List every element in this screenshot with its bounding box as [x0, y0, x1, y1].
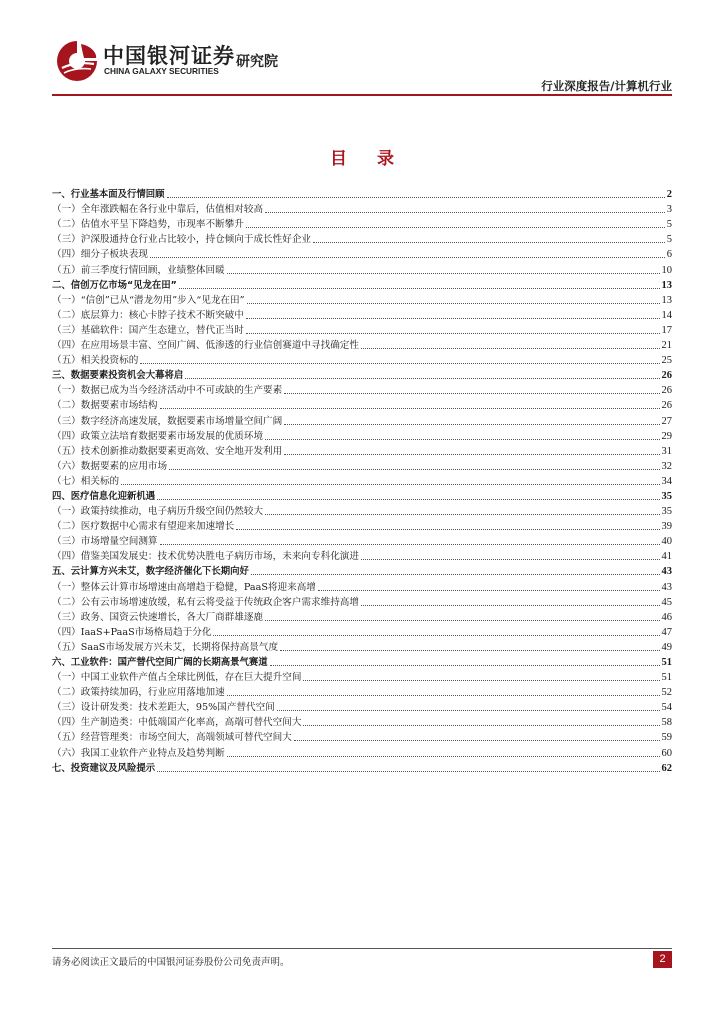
toc-entry-page: 62	[661, 762, 672, 774]
toc-leader-dots	[140, 362, 659, 364]
toc-section-entry[interactable]	[52, 186, 672, 201]
toc-leader-dots	[169, 468, 659, 470]
toc-entry-page: 13	[661, 294, 672, 306]
toc-subsection-entry[interactable]	[52, 337, 672, 352]
toc-entry-title: （二）数据要素市场结构	[52, 400, 158, 412]
toc-leader-dots	[265, 619, 659, 621]
toc-leader-dots	[160, 407, 660, 409]
toc-leader-dots	[157, 498, 659, 500]
toc-entry-title: （四）在应用场景丰富、空间广阔、低渗透的行业信创赛道中寻找确定性	[52, 340, 359, 352]
toc-entry-title: （三）沪深股通持仓行业占比较小，持仓倾向于成长性好企业	[52, 234, 312, 246]
page-title: 目 录	[330, 149, 406, 169]
toc-entry-page: 3	[666, 204, 672, 216]
toc-leader-dots	[294, 739, 660, 741]
toc-leader-dots	[246, 226, 665, 228]
toc-entry-page: 43	[661, 581, 672, 593]
toc-leader-dots	[303, 724, 659, 726]
toc-entry-page: 43	[661, 566, 672, 578]
toc-leader-dots	[179, 287, 660, 289]
toc-leader-dots	[150, 256, 665, 258]
toc-subsection-entry[interactable]	[52, 443, 672, 458]
toc-leader-dots	[236, 528, 659, 530]
toc-entry-title: （四）借鉴美国发展史：技术优势决胜电子病历市场，未来向专科化演进	[52, 551, 359, 563]
toc-leader-dots	[270, 664, 660, 666]
toc-subsection-entry[interactable]	[52, 518, 672, 533]
toc-subsection-entry[interactable]	[52, 307, 672, 322]
toc-entry-page: 51	[661, 657, 672, 668]
toc-subsection-entry[interactable]	[52, 201, 672, 216]
toc-section-entry[interactable]	[52, 277, 672, 292]
toc-entry-title: 三、数据要素投资机会大幕将启	[52, 370, 184, 382]
toc-entry-page: 54	[661, 702, 672, 714]
toc-entry-title: 四、医疗信息化迎新机遇	[52, 490, 156, 502]
toc-entry-page: 51	[661, 672, 672, 684]
header-divider	[52, 94, 672, 96]
toc-entry-title: 六、工业软件：国产替代空间广阔的长期高景气赛道	[52, 657, 268, 668]
toc-entry-page: 2	[666, 189, 672, 201]
toc-entry-title: （一）全年涨跌幅在各行业中靠后，估值相对较高	[52, 204, 264, 216]
toc-subsection-entry[interactable]	[52, 397, 672, 412]
toc-entry-title: （一）中国工业软件产值占全球比例低，存在巨大提升空间	[52, 672, 302, 684]
toc-entry-title: （四）政策立法培育数据要素市场发展的优质环境	[52, 430, 264, 442]
toc-leader-dots	[213, 634, 659, 636]
toc-leader-dots	[284, 392, 659, 394]
toc-leader-dots	[167, 196, 665, 198]
toc-entry-page: 14	[661, 309, 672, 321]
toc-subsection-entry[interactable]	[52, 412, 672, 427]
toc-entry-page: 59	[661, 732, 672, 744]
toc-entry-title: （四）生产制造类：中低端国产化率高，高端可替代空间大	[52, 717, 302, 729]
toc-leader-dots	[246, 317, 660, 319]
toc-entry-title: （四）细分子板块表现	[52, 249, 148, 261]
toc-leader-dots	[361, 347, 660, 349]
toc-entry-title: 七、投资建议及风险提示	[52, 762, 156, 774]
toc-subsection-entry[interactable]	[52, 533, 672, 548]
toc-subsection-entry[interactable]	[52, 261, 672, 276]
toc-entry-page: 13	[661, 279, 672, 291]
toc-leader-dots	[265, 513, 659, 515]
toc-entry-page: 41	[661, 551, 672, 563]
toc-leader-dots	[303, 679, 659, 681]
toc-section-entry[interactable]	[52, 654, 672, 669]
toc-entry-title: （三）市场增量空间测算	[52, 536, 158, 548]
toc-entry-page: 39	[661, 521, 672, 533]
toc-subsection-entry[interactable]	[52, 578, 672, 593]
toc-subsection-entry[interactable]	[52, 594, 672, 609]
toc-leader-dots	[247, 302, 660, 304]
toc-entry-page: 40	[661, 536, 672, 548]
logo-english-name: CHINA GALAXY SECURITIES	[104, 66, 219, 76]
toc-subsection-entry[interactable]	[52, 428, 672, 443]
toc-subsection-entry[interactable]	[52, 322, 672, 337]
toc-entry-title: （二）估值水平呈下降趋势，市现率不断攀升	[52, 219, 244, 231]
toc-entry-page: 26	[661, 400, 672, 412]
page-header	[0, 0, 724, 100]
toc-entry-page: 29	[661, 430, 672, 442]
toc-entry-page: 35	[661, 490, 672, 502]
toc-leader-dots	[227, 272, 660, 274]
toc-entry-title: （一）整体云计算市场增速由高增趋于稳健，PaaS将迎来高增	[52, 581, 316, 593]
toc-entry-page: 46	[661, 611, 672, 623]
toc-entry-page: 52	[661, 687, 672, 699]
toc-subsection-entry[interactable]	[52, 729, 672, 744]
toc-entry-page: 5	[666, 234, 672, 246]
toc-entry-title: （六）我国工业软件产业特点及趋势判断	[52, 747, 225, 759]
toc-leader-dots	[265, 211, 665, 213]
toc-entry-page: 45	[661, 596, 672, 608]
toc-leader-dots	[157, 770, 659, 772]
toc-subsection-entry[interactable]	[52, 382, 672, 397]
toc-leader-dots	[361, 558, 660, 560]
toc-subsection-entry[interactable]	[52, 714, 672, 729]
toc-section-entry[interactable]	[52, 760, 672, 775]
footer-divider	[52, 948, 672, 949]
toc-entry-page: 10	[661, 264, 672, 276]
page-number-badge: 2	[653, 951, 672, 968]
toc-entry-page: 27	[661, 415, 672, 427]
toc-entry-title: （三）基础软件：国产生态建立，替代正当时	[52, 324, 244, 336]
toc-leader-dots	[318, 589, 660, 591]
toc-entry-page: 26	[661, 370, 672, 382]
toc-leader-dots	[277, 709, 660, 711]
toc-leader-dots	[313, 241, 665, 243]
logo-chinese-name: 中国银河证券	[103, 44, 235, 68]
toc-entry-title: （二）底层算力：核心卡脖子技术不断突破中	[52, 309, 244, 321]
toc-entry-page: 26	[661, 385, 672, 397]
toc-entry-title: （三）设计研发类：技术差距大，95%国产替代空间	[52, 702, 275, 714]
toc-subsection-entry[interactable]	[52, 624, 672, 639]
toc-section-entry[interactable]	[52, 563, 672, 578]
toc-entry-title: （三）数字经济高速发展，数据要素市场增量空间广阔	[52, 415, 283, 427]
toc-entry-page: 21	[661, 340, 672, 352]
toc-entry-title: （二）医疗数据中心需求有望迎来加速增长	[52, 521, 235, 533]
toc-entry-title: （五）前三季度行情回顾，业绩整体回暖	[52, 264, 225, 276]
toc-entry-page: 31	[661, 445, 672, 457]
toc-entry-page: 49	[661, 641, 672, 653]
table-of-contents	[52, 186, 672, 775]
toc-entry-title: （一）数据已成为当今经济活动中不可或缺的生产要素	[52, 385, 283, 397]
toc-entry-page: 34	[661, 475, 672, 487]
toc-subsection-entry[interactable]	[52, 231, 672, 246]
toc-subsection-entry[interactable]	[52, 548, 672, 563]
toc-leader-dots	[121, 483, 659, 485]
toc-entry-title: （五）经营管理类：市场空间大，高端领域可替代空间大	[52, 732, 292, 744]
toc-leader-dots	[160, 543, 660, 545]
toc-entry-title: （六）数据要素的应用市场	[52, 460, 168, 472]
toc-subsection-entry[interactable]	[52, 352, 672, 367]
toc-leader-dots	[284, 423, 659, 425]
toc-entry-page: 32	[661, 460, 672, 472]
toc-entry-page: 60	[661, 747, 672, 759]
toc-entry-title: （五）技术创新推动数据要素更高效、安全地开发利用	[52, 445, 283, 457]
toc-leader-dots	[265, 438, 659, 440]
toc-entry-title: 五、云计算方兴未艾，数字经济催化下长期向好	[52, 566, 249, 578]
toc-entry-page: 25	[661, 355, 672, 367]
toc-subsection-entry[interactable]	[52, 609, 672, 624]
toc-entry-page: 5	[666, 219, 672, 231]
toc-leader-dots	[284, 453, 659, 455]
toc-section-entry[interactable]	[52, 488, 672, 503]
toc-subsection-entry[interactable]	[52, 458, 672, 473]
toc-entry-title: 二、信创万亿市场“见龙在田”	[52, 279, 177, 291]
toc-subsection-entry[interactable]	[52, 699, 672, 714]
toc-subsection-entry[interactable]	[52, 216, 672, 231]
toc-subsection-entry[interactable]	[52, 639, 672, 654]
galaxy-logo-icon	[54, 38, 100, 84]
toc-subsection-entry[interactable]	[52, 292, 672, 307]
toc-entry-title: （二）政策持续加码，行业应用落地加速	[52, 687, 225, 699]
institute-label: 研究院	[236, 54, 278, 70]
toc-subsection-entry[interactable]	[52, 669, 672, 684]
toc-entry-page: 35	[661, 506, 672, 518]
report-type: 行业深度报告/计算机行业	[541, 79, 672, 93]
toc-leader-dots	[246, 332, 660, 334]
toc-leader-dots	[251, 573, 660, 575]
toc-leader-dots	[227, 694, 660, 696]
toc-entry-title: （四）IaaS+PaaS市场格局趋于分化	[52, 626, 212, 638]
toc-entry-title: （一）政策持续推动，电子病历升级空间仍然较大	[52, 506, 264, 518]
toc-entry-page: 58	[661, 717, 672, 729]
toc-entry-title: （二）公有云市场增速放缓，私有云将受益于传统政企客户需求维持高增	[52, 596, 359, 608]
toc-subsection-entry[interactable]	[52, 684, 672, 699]
toc-leader-dots	[227, 755, 660, 757]
toc-subsection-entry[interactable]	[52, 503, 672, 518]
toc-entry-title: （一）“信创”已从“潜龙勿用”步入“见龙在田”	[52, 294, 245, 306]
toc-leader-dots	[361, 604, 660, 606]
toc-entry-title: （五）相关投资标的	[52, 355, 139, 367]
toc-subsection-entry[interactable]	[52, 473, 672, 488]
footer-disclaimer: 请务必阅读正文最后的中国银河证券股份公司免责声明。	[52, 957, 290, 968]
toc-entry-page: 6	[666, 249, 672, 261]
toc-leader-dots	[185, 377, 659, 379]
toc-subsection-entry[interactable]	[52, 744, 672, 759]
toc-entry-title: （三）政务、国资云快速增长，各大厂商群雄逐鹿	[52, 611, 264, 623]
toc-entry-title: 一、行业基本面及行情回顾	[52, 189, 165, 201]
toc-leader-dots	[280, 649, 659, 651]
toc-subsection-entry[interactable]	[52, 246, 672, 261]
toc-entry-page: 17	[661, 324, 672, 336]
toc-entry-title: （七）相关标的	[52, 475, 120, 487]
toc-entry-page: 47	[661, 626, 672, 638]
toc-section-entry[interactable]	[52, 367, 672, 382]
toc-entry-title: （五）SaaS市场发展方兴未艾，长期将保持高景气度	[52, 641, 279, 653]
